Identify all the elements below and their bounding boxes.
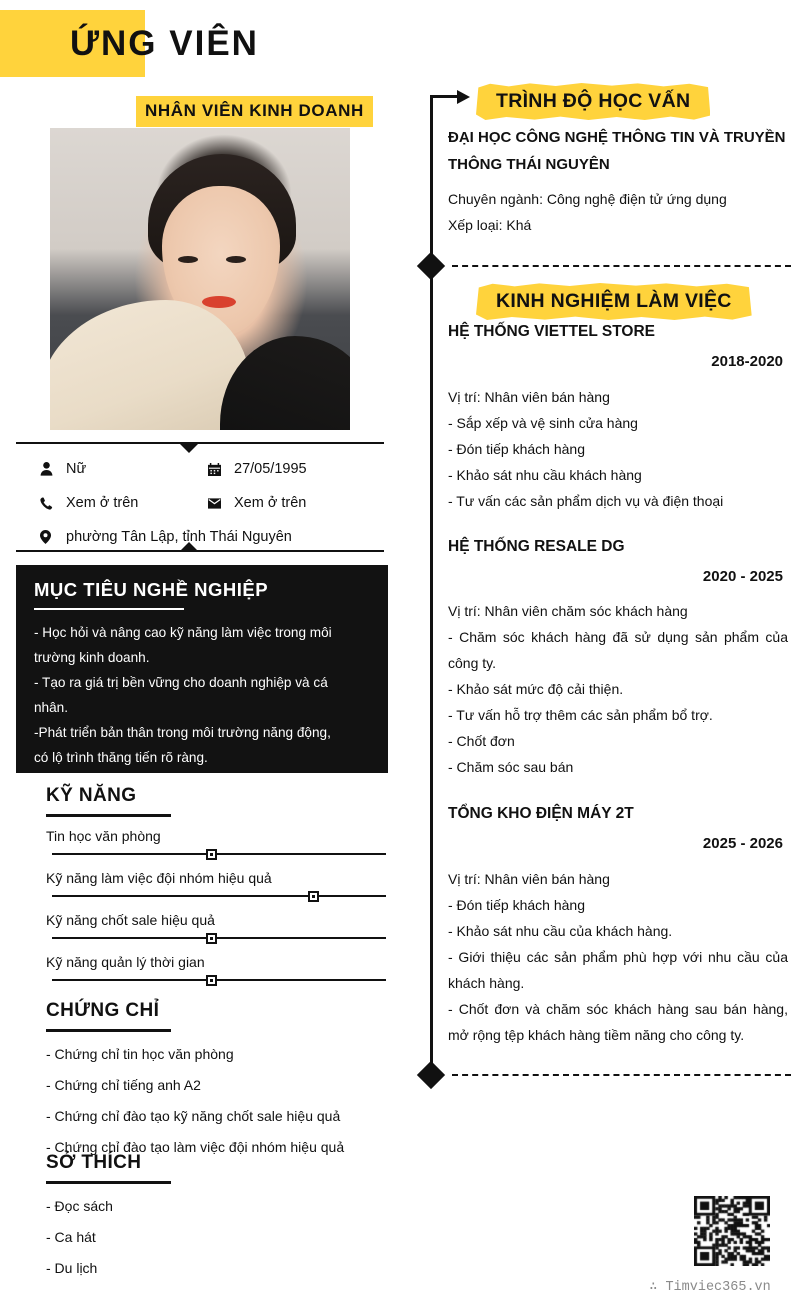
- hobbies-underline: [46, 1181, 171, 1184]
- timeline-elbow-connector: [430, 95, 464, 111]
- contact-email: [208, 495, 376, 511]
- photo-eye-left: [178, 256, 198, 263]
- skill-item: [46, 912, 386, 943]
- job-details: [448, 384, 788, 514]
- career-objective-body: [34, 620, 370, 770]
- envelope-icon: [208, 498, 234, 509]
- skill-item: [46, 954, 386, 985]
- job-duty: - Sắp xếp và vệ sinh cửa hàng: [448, 415, 638, 431]
- contact-birthday-value: 27/05/1995: [234, 461, 307, 477]
- contact-phone: [40, 495, 208, 511]
- certificate-item: - Chứng chỉ tiếng anh A2: [46, 1076, 201, 1093]
- contact-row-gender-birthday: [40, 452, 390, 486]
- job-company: HỆ THỐNG VIETTEL STORE: [448, 323, 655, 340]
- job-period: 2025 - 2026: [702, 835, 783, 852]
- job-duty: - Chốt đơn: [448, 733, 515, 749]
- person-icon: [40, 462, 66, 476]
- hobby-item: - Ca hát: [46, 1228, 96, 1245]
- contact-email-value: Xem ở trên: [234, 495, 307, 511]
- job-period: 2018-2020: [711, 353, 783, 370]
- qr-code[interactable]: [694, 1196, 770, 1266]
- certificate-item: - Chứng chỉ đào tạo làm việc đội nhóm hiệu quả: [46, 1138, 345, 1155]
- education-grade: Xếp loại: Khá: [448, 217, 532, 233]
- photo-lips: [202, 296, 236, 308]
- education-title: TRÌNH ĐỘ HỌC VẤN: [482, 86, 704, 118]
- objective-line: trường kinh doanh.: [34, 650, 150, 665]
- objective-line: có lộ trình thăng tiến rõ ràng.: [34, 750, 208, 765]
- contact-row-phone-email: [40, 486, 390, 520]
- hobbies-section: [46, 1152, 386, 1277]
- job-details: [448, 866, 788, 1048]
- location-pin-icon: [40, 530, 66, 544]
- career-objective-title: MỤC TIÊU NGHỀ NGHIỆP: [34, 579, 269, 600]
- education-major: Chuyên ngành: Công nghệ điện tử ứng dụng: [448, 191, 727, 207]
- experience-title: KINH NGHIỆM LÀM VIỆC: [482, 286, 746, 318]
- certificates-underline: [46, 1029, 171, 1032]
- education-details: [448, 186, 793, 238]
- hobbies-title: SỞ THÍCH: [46, 1152, 142, 1173]
- job-duty: - Khảo sát nhu cầu khách hàng: [448, 467, 642, 483]
- contact-divider-top: [16, 442, 384, 444]
- job-company: HỆ THỐNG RESALE DG: [448, 538, 625, 555]
- section-dashed-divider: [452, 1074, 791, 1076]
- job-duty: - Giới thiệu các sản phẩm phù hợp với nhu cầu của khách hàng.: [448, 949, 788, 991]
- contact-gender-value: Nữ: [66, 461, 87, 477]
- job-duty: - Đón tiếp khách hàng: [448, 441, 585, 457]
- brand-watermark: ∴ Timviec365.vn: [649, 1280, 771, 1295]
- certificates-section: [46, 1000, 386, 1156]
- section-dashed-divider: [452, 265, 791, 267]
- objective-line: - Học hỏi và nâng cao kỹ năng làm việc trong môi: [34, 625, 332, 640]
- education-school-line1: ĐẠI HỌC CÔNG NGHỆ THÔNG TIN VÀ TRUYỀN: [448, 129, 786, 146]
- skill-slider-knob[interactable]: [206, 975, 217, 986]
- calendar-icon: [208, 463, 234, 476]
- job-duty: - Tư vấn các sản phẩm dịch vụ và điện thoại: [448, 493, 724, 509]
- certificate-item: - Chứng chỉ tin học văn phòng: [46, 1045, 234, 1062]
- objective-line: nhân.: [34, 700, 69, 715]
- skill-slider[interactable]: [46, 849, 386, 859]
- page-title: ỨNG VIÊN: [70, 24, 259, 63]
- right-column: [410, 0, 811, 1301]
- skill-slider-knob[interactable]: [206, 933, 217, 944]
- job-position: Vị trí: Nhân viên bán hàng: [448, 389, 610, 405]
- job-position: Vị trí: Nhân viên bán hàng: [448, 871, 610, 887]
- skill-slider[interactable]: [46, 933, 386, 943]
- job-duty: - Khảo sát nhu cầu của khách hàng.: [448, 923, 673, 939]
- skill-item: [46, 828, 386, 859]
- contact-phone-value: Xem ở trên: [66, 495, 139, 511]
- timeline-diamond-marker: [417, 252, 445, 280]
- objective-line: -Phát triển bản thân trong môi trường năng động,: [34, 725, 331, 740]
- career-objective-section: [16, 565, 388, 773]
- job-period: 2020 - 2025: [702, 568, 783, 585]
- job-duty: - Tư vấn hỗ trợ thêm các sản phẩm bổ trợ.: [448, 707, 713, 723]
- objective-line: - Tạo ra giá trị bền vững cho doanh nghiệp và cá: [34, 675, 328, 690]
- skills-title: KỸ NĂNG: [46, 785, 137, 806]
- skills-underline: [46, 814, 171, 817]
- timeline-elbow-horizontal: [430, 95, 460, 98]
- job-title-badge: NHÂN VIÊN KINH DOANH: [136, 96, 373, 127]
- education-school: [448, 124, 793, 178]
- contact-gender: [40, 461, 208, 477]
- candidate-photo: [50, 128, 350, 430]
- certificates-title: CHỨNG CHỈ: [46, 1000, 160, 1021]
- skill-label: Kỹ năng làm việc đội nhóm hiệu quả: [46, 869, 272, 886]
- skill-slider-knob[interactable]: [308, 891, 319, 902]
- job-duty: - Chăm sóc sau bán: [448, 759, 574, 775]
- skill-item: [46, 870, 386, 901]
- job-company: TỔNG KHO ĐIỆN MÁY 2T: [448, 805, 634, 822]
- hobby-item: - Đọc sách: [46, 1197, 113, 1214]
- job-duty: - Chăm sóc khách hàng đã sử dụng sản phẩm của công ty.: [448, 629, 788, 671]
- contact-address: [40, 529, 370, 545]
- photo-eye-right: [226, 256, 246, 263]
- hobby-item: - Du lịch: [46, 1259, 98, 1276]
- timeline-vertical-line: [430, 95, 433, 1080]
- arrow-right-icon: [457, 90, 470, 104]
- skill-slider[interactable]: [46, 975, 386, 985]
- skills-section: [46, 785, 386, 985]
- experience-title-wrap: [482, 286, 746, 318]
- skill-label: Tin học văn phòng: [46, 827, 161, 844]
- career-objective-underline: [34, 608, 184, 610]
- education-school-line2: THÔNG THÁI NGUYÊN: [448, 156, 610, 173]
- skill-slider[interactable]: [46, 891, 386, 901]
- phone-icon: [40, 497, 66, 510]
- skill-label: Kỹ năng quản lý thời gian: [46, 953, 205, 970]
- job-duty: - Khảo sát mức độ cải thiện.: [448, 681, 624, 697]
- contact-birthday: [208, 461, 376, 477]
- education-title-wrap: [482, 86, 704, 118]
- job-position: Vị trí: Nhân viên chăm sóc khách hàng: [448, 603, 688, 619]
- contact-row-address: [40, 520, 390, 554]
- job-duty: - Chốt đơn và chăm sóc khách hàng sau bán hàng, mở rộng tệp khách hàng tiềm năng cho công ty.: [448, 1001, 788, 1043]
- skill-label: Kỹ năng chốt sale hiệu quả: [46, 911, 215, 928]
- timeline-diamond-marker: [417, 1061, 445, 1089]
- certificate-item: - Chứng chỉ đào tạo kỹ năng chốt sale hiệu quả: [46, 1107, 341, 1124]
- contact-block: [40, 452, 390, 554]
- job-details: [448, 598, 788, 780]
- contact-address-value: phường Tân Lập, tỉnh Thái Nguyên: [66, 529, 292, 545]
- skill-slider-knob[interactable]: [206, 849, 217, 860]
- job-duty: - Đón tiếp khách hàng: [448, 897, 585, 913]
